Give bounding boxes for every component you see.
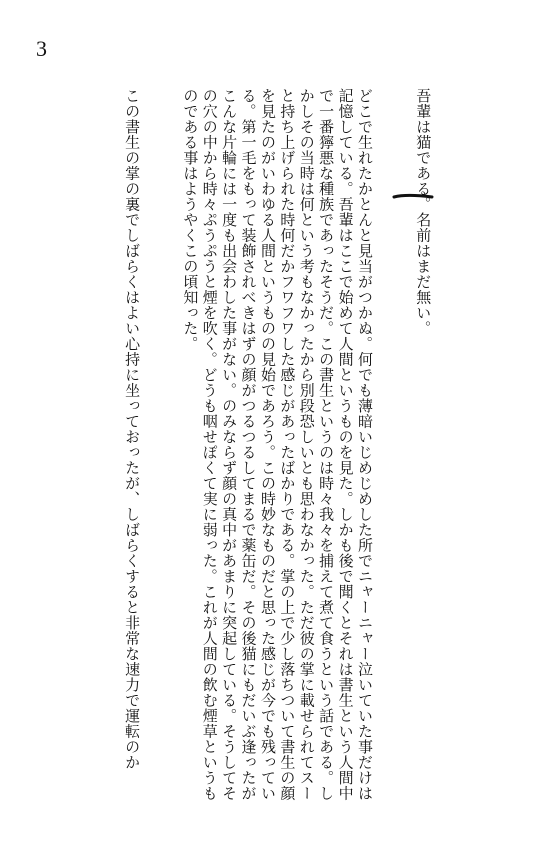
paragraph-main: どこで生れたかとんと見当がつかぬ。何でも薄暗いじめじめした所でニャーニャー泣いていた事だけは記憶している。吾輩はここで始めて人間というものを見た。しかも後で聞くとそれは書生という人間中で一番獰悪な種族であったそうだ。この書生というのは時々我々を捕えて煮て食うという話である。しかしその当時は何という考もなかったから別段恐しいとも思わなかった。ただ彼の掌に載せられてスーと持ち上げられた時何だかフワフワした感じがあったばかりである。掌の上で少し落ちついて書生の顔を見たのがいわゆる人間というものの見始であろう。この時妙なものだと思った感じが今でも残っている。第一毛をもって装飾されべきはずの顔がつるつるしてまるで薬缶だ。その後猫にもだいぶ逢ったがこんな片輪には一度も出会わした事がない。のみならず顔の真中があまりに突起している。そうしてその穴の中から時々ぷうぷうと煙を吹く。どうも咽せぽくて実に弱った。これが人間の飲む煙草というものである事はようやくこの頃知った。 [181,88,374,801]
paragraph-continuation: この書生の掌の裏でしばらくはよい心持に坐っておったが、しばらくすると非常な速力で運転のか [123,88,142,770]
paragraph-opening-line: 吾輩は猫である。名前はまだ無い。 [414,88,433,336]
body-text [123,88,471,806]
page-number: 3 [36,36,47,61]
